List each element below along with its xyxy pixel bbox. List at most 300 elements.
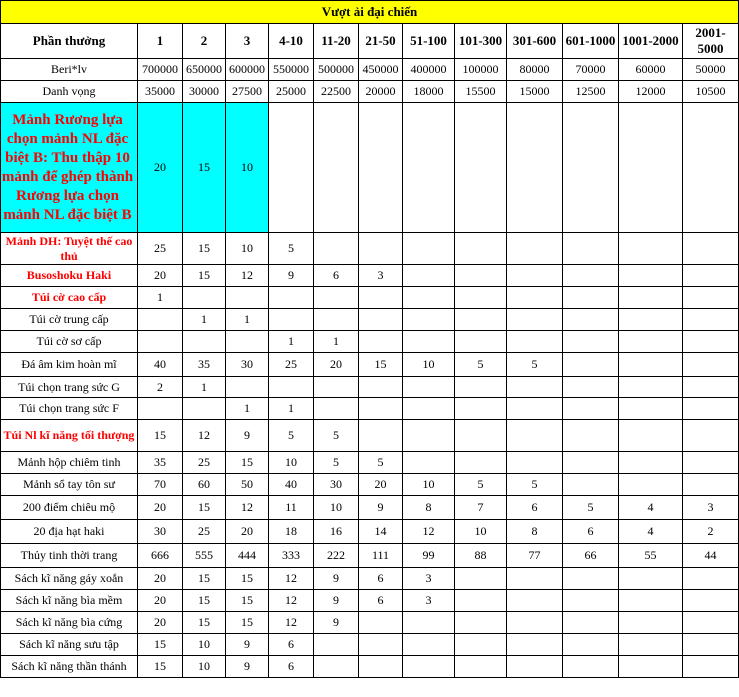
reward-value-cell xyxy=(563,568,619,590)
rank-column-header: 301-600 xyxy=(507,24,563,59)
reward-value-cell xyxy=(507,377,563,398)
reward-value-cell xyxy=(619,590,683,612)
reward-value-cell xyxy=(359,233,403,265)
reward-value-cell: 100000 xyxy=(455,59,507,81)
reward-value-cell xyxy=(403,612,455,634)
reward-value-cell: 20 xyxy=(314,353,359,377)
rank-column-header: 3 xyxy=(226,24,269,59)
reward-value-cell: 15 xyxy=(226,452,269,474)
table-row xyxy=(1,568,739,590)
rank-column-header: 21-50 xyxy=(359,24,403,59)
table-row xyxy=(1,398,739,420)
reward-value-cell: 12 xyxy=(269,612,314,634)
reward-value-cell: 5 xyxy=(269,233,314,265)
reward-value-cell: 40 xyxy=(269,474,314,496)
reward-value-cell: 15 xyxy=(138,656,183,678)
reward-value-cell xyxy=(138,331,183,353)
reward-value-cell xyxy=(507,590,563,612)
reward-value-cell xyxy=(507,103,563,233)
reward-value-cell xyxy=(403,377,455,398)
reward-value-cell xyxy=(455,398,507,420)
reward-value-cell: 15 xyxy=(183,612,226,634)
reward-value-cell xyxy=(619,103,683,233)
reward-value-cell: 555 xyxy=(183,544,226,568)
reward-value-cell xyxy=(619,353,683,377)
reward-value-cell: 9 xyxy=(226,656,269,678)
reward-value-cell: 12 xyxy=(183,420,226,452)
reward-name-cell: Túi chọn trang sức G xyxy=(1,377,138,398)
reward-name-cell: Túi cờ sơ cấp xyxy=(1,331,138,353)
rank-column-header: 11-20 xyxy=(314,24,359,59)
reward-value-cell xyxy=(563,474,619,496)
reward-value-cell: 15 xyxy=(138,634,183,656)
reward-value-cell: 6 xyxy=(359,590,403,612)
reward-value-cell: 15 xyxy=(183,496,226,520)
reward-value-cell xyxy=(683,420,739,452)
reward-value-cell xyxy=(563,353,619,377)
reward-value-cell: 10500 xyxy=(683,81,739,103)
reward-value-cell xyxy=(314,377,359,398)
reward-value-cell: 66 xyxy=(563,544,619,568)
reward-value-cell xyxy=(683,287,739,309)
reward-value-cell: 10 xyxy=(226,233,269,265)
reward-value-cell: 8 xyxy=(403,496,455,520)
table-row xyxy=(1,656,739,678)
reward-value-cell: 12 xyxy=(226,265,269,287)
reward-value-cell xyxy=(455,612,507,634)
reward-value-cell xyxy=(563,590,619,612)
reward-value-cell: 5 xyxy=(507,474,563,496)
reward-name-cell: Túi chọn trang sức F xyxy=(1,398,138,420)
table-row xyxy=(1,353,739,377)
rank-column-header: 601-1000 xyxy=(563,24,619,59)
reward-value-cell xyxy=(683,265,739,287)
reward-value-cell: 10 xyxy=(314,496,359,520)
reward-name-cell: Túi cờ trung cấp xyxy=(1,309,138,331)
reward-value-cell: 20 xyxy=(138,103,183,233)
reward-value-cell: 9 xyxy=(359,496,403,520)
reward-value-cell xyxy=(403,634,455,656)
reward-value-cell: 6 xyxy=(269,656,314,678)
reward-value-cell xyxy=(563,420,619,452)
reward-value-cell xyxy=(619,398,683,420)
table-row xyxy=(1,103,739,233)
reward-value-cell xyxy=(403,331,455,353)
reward-name-cell: Mảnh DH: Tuyệt thế cao thủ xyxy=(1,233,138,265)
reward-value-cell: 9 xyxy=(314,568,359,590)
reward-value-cell: 9 xyxy=(314,612,359,634)
reward-value-cell: 5 xyxy=(269,420,314,452)
reward-value-cell xyxy=(619,309,683,331)
reward-value-cell: 25 xyxy=(269,353,314,377)
table-row xyxy=(1,287,739,309)
reward-value-cell xyxy=(226,287,269,309)
reward-value-cell: 25 xyxy=(183,452,226,474)
reward-value-cell xyxy=(563,452,619,474)
table-row xyxy=(1,612,739,634)
reward-name-cell: Thủy tinh thời trang xyxy=(1,544,138,568)
reward-value-cell xyxy=(619,634,683,656)
reward-value-cell: 55 xyxy=(619,544,683,568)
reward-value-cell: 550000 xyxy=(269,59,314,81)
reward-value-cell: 20 xyxy=(138,496,183,520)
reward-value-cell: 222 xyxy=(314,544,359,568)
reward-value-cell: 25 xyxy=(138,233,183,265)
reward-value-cell: 700000 xyxy=(138,59,183,81)
reward-value-cell: 15 xyxy=(138,420,183,452)
reward-value-cell: 12500 xyxy=(563,81,619,103)
reward-value-cell xyxy=(507,420,563,452)
reward-value-cell: 15 xyxy=(183,590,226,612)
reward-value-cell xyxy=(683,452,739,474)
reward-value-cell xyxy=(619,287,683,309)
table-row xyxy=(1,233,739,265)
table-row xyxy=(1,520,739,544)
reward-value-cell xyxy=(507,287,563,309)
reward-value-cell: 50000 xyxy=(683,59,739,81)
reward-value-cell: 444 xyxy=(226,544,269,568)
reward-value-cell: 44 xyxy=(683,544,739,568)
reward-value-cell: 77 xyxy=(507,544,563,568)
reward-name-cell: Mảnh hộp chiêm tinh xyxy=(1,452,138,474)
reward-value-cell: 1 xyxy=(269,398,314,420)
reward-name-cell: Sách kĩ năng thần thánh xyxy=(1,656,138,678)
reward-value-cell xyxy=(683,568,739,590)
reward-value-cell: 35000 xyxy=(138,81,183,103)
reward-value-cell: 35 xyxy=(138,452,183,474)
reward-value-cell: 6 xyxy=(269,634,314,656)
reward-value-cell xyxy=(455,420,507,452)
reward-value-cell xyxy=(455,590,507,612)
reward-value-cell: 5 xyxy=(314,452,359,474)
reward-value-cell: 15 xyxy=(183,233,226,265)
reward-value-cell xyxy=(507,612,563,634)
reward-value-cell xyxy=(619,265,683,287)
reward-value-cell: 15 xyxy=(183,103,226,233)
reward-value-cell xyxy=(683,309,739,331)
reward-name-cell: Mảnh Rương lựa chọn mảnh NL đặc biệt B: Thu thập 10 mảnh để ghép thành Rương lựa chọn mảnh NL đặc biệt B xyxy=(1,103,138,233)
table-row xyxy=(1,265,739,287)
reward-value-cell xyxy=(403,398,455,420)
reward-value-cell xyxy=(403,656,455,678)
reward-name-cell: Sách kĩ năng sưu tập xyxy=(1,634,138,656)
reward-value-cell: 12000 xyxy=(619,81,683,103)
reward-value-cell xyxy=(269,287,314,309)
reward-value-cell: 35 xyxy=(183,353,226,377)
table-row xyxy=(1,309,739,331)
reward-value-cell xyxy=(507,634,563,656)
reward-value-cell: 30 xyxy=(138,520,183,544)
reward-value-cell: 12 xyxy=(403,520,455,544)
reward-value-cell: 15500 xyxy=(455,81,507,103)
reward-value-cell: 60000 xyxy=(619,59,683,81)
reward-value-cell xyxy=(683,353,739,377)
reward-value-cell xyxy=(683,331,739,353)
reward-value-cell xyxy=(563,265,619,287)
reward-value-cell: 18 xyxy=(269,520,314,544)
reward-value-cell: 30 xyxy=(226,353,269,377)
reward-value-cell xyxy=(226,377,269,398)
reward-value-cell xyxy=(455,309,507,331)
reward-value-cell: 20 xyxy=(138,265,183,287)
table-row xyxy=(1,496,739,520)
reward-value-cell: 20 xyxy=(359,474,403,496)
reward-value-cell: 15 xyxy=(359,353,403,377)
reward-value-cell xyxy=(359,634,403,656)
reward-value-cell: 6 xyxy=(359,568,403,590)
reward-value-cell: 10 xyxy=(269,452,314,474)
reward-value-cell xyxy=(507,398,563,420)
reward-value-cell xyxy=(683,474,739,496)
reward-value-cell xyxy=(507,656,563,678)
table-row xyxy=(1,420,739,452)
reward-value-cell xyxy=(563,331,619,353)
reward-value-cell xyxy=(455,233,507,265)
reward-value-cell xyxy=(314,398,359,420)
reward-value-cell: 8 xyxy=(507,520,563,544)
reward-value-cell: 650000 xyxy=(183,59,226,81)
reward-value-cell xyxy=(683,377,739,398)
reward-value-cell xyxy=(619,656,683,678)
reward-value-cell xyxy=(507,265,563,287)
reward-value-cell: 15 xyxy=(226,590,269,612)
reward-value-cell: 4 xyxy=(619,496,683,520)
reward-name-cell: Sách kĩ năng bìa mềm xyxy=(1,590,138,612)
reward-value-cell: 9 xyxy=(314,590,359,612)
reward-value-cell: 333 xyxy=(269,544,314,568)
reward-value-cell: 10 xyxy=(183,656,226,678)
reward-value-cell xyxy=(314,656,359,678)
reward-value-cell xyxy=(138,309,183,331)
reward-value-cell xyxy=(359,656,403,678)
reward-value-cell: 10 xyxy=(403,474,455,496)
reward-value-cell xyxy=(314,309,359,331)
reward-value-cell xyxy=(683,656,739,678)
rank-column-header: 4-10 xyxy=(269,24,314,59)
reward-value-cell xyxy=(563,612,619,634)
reward-value-cell: 10 xyxy=(455,520,507,544)
table-row xyxy=(1,59,739,81)
reward-value-cell xyxy=(563,634,619,656)
reward-value-cell xyxy=(183,398,226,420)
reward-value-cell xyxy=(619,452,683,474)
reward-value-cell: 10 xyxy=(226,103,269,233)
reward-value-cell xyxy=(314,233,359,265)
reward-value-cell xyxy=(619,331,683,353)
reward-value-cell: 5 xyxy=(507,353,563,377)
reward-value-cell xyxy=(359,398,403,420)
reward-value-cell: 1 xyxy=(226,398,269,420)
reward-value-cell: 18000 xyxy=(403,81,455,103)
table-row xyxy=(1,452,739,474)
reward-value-cell xyxy=(269,309,314,331)
reward-name-cell: Mảnh sổ tay tôn sư xyxy=(1,474,138,496)
reward-value-cell: 6 xyxy=(507,496,563,520)
reward-value-cell xyxy=(455,377,507,398)
reward-value-cell xyxy=(683,233,739,265)
reward-value-cell: 88 xyxy=(455,544,507,568)
reward-value-cell: 40 xyxy=(138,353,183,377)
reward-value-cell: 5 xyxy=(455,353,507,377)
reward-value-cell xyxy=(403,452,455,474)
reward-value-cell xyxy=(563,656,619,678)
reward-value-cell: 11 xyxy=(269,496,314,520)
reward-value-cell: 60 xyxy=(183,474,226,496)
reward-value-cell: 9 xyxy=(269,265,314,287)
table-row xyxy=(1,590,739,612)
reward-value-cell xyxy=(619,377,683,398)
reward-value-cell: 6 xyxy=(563,520,619,544)
reward-value-cell xyxy=(563,377,619,398)
reward-value-cell: 1 xyxy=(183,377,226,398)
reward-value-cell xyxy=(403,265,455,287)
reward-value-cell xyxy=(359,103,403,233)
reward-value-cell: 9 xyxy=(226,634,269,656)
reward-value-cell xyxy=(314,103,359,233)
reward-value-cell xyxy=(563,287,619,309)
reward-value-cell: 80000 xyxy=(507,59,563,81)
reward-value-cell xyxy=(455,265,507,287)
reward-value-cell: 5 xyxy=(314,420,359,452)
reward-name-cell: Danh vọng xyxy=(1,81,138,103)
reward-value-cell xyxy=(683,612,739,634)
reward-value-cell xyxy=(138,398,183,420)
reward-name-cell: 200 điểm chiêu mộ xyxy=(1,496,138,520)
reward-value-cell: 20 xyxy=(138,590,183,612)
reward-value-cell xyxy=(359,331,403,353)
reward-value-cell: 20 xyxy=(138,612,183,634)
reward-value-cell xyxy=(683,103,739,233)
reward-value-cell xyxy=(683,590,739,612)
rank-column-header: 2001-5000 xyxy=(683,24,739,59)
reward-value-cell: 14 xyxy=(359,520,403,544)
reward-value-cell xyxy=(455,568,507,590)
reward-value-cell xyxy=(563,103,619,233)
reward-value-cell: 10 xyxy=(403,353,455,377)
reward-value-cell xyxy=(507,568,563,590)
rank-column-header: 101-300 xyxy=(455,24,507,59)
reward-value-cell: 15 xyxy=(226,612,269,634)
reward-value-cell xyxy=(359,377,403,398)
reward-value-cell xyxy=(269,103,314,233)
reward-value-cell: 30 xyxy=(314,474,359,496)
reward-value-cell xyxy=(359,420,403,452)
reward-value-cell: 27500 xyxy=(226,81,269,103)
reward-value-cell: 5 xyxy=(455,474,507,496)
reward-value-cell xyxy=(563,309,619,331)
table-row xyxy=(1,634,739,656)
reward-value-cell xyxy=(314,634,359,656)
reward-value-cell: 22500 xyxy=(314,81,359,103)
reward-value-cell xyxy=(455,452,507,474)
reward-value-cell xyxy=(683,634,739,656)
reward-value-cell: 5 xyxy=(359,452,403,474)
reward-value-cell xyxy=(455,103,507,233)
reward-value-cell xyxy=(359,612,403,634)
header-row xyxy=(1,24,739,59)
reward-name-cell: Túi cờ cao cấp xyxy=(1,287,138,309)
reward-value-cell: 1 xyxy=(226,309,269,331)
rank-column-header: 51-100 xyxy=(403,24,455,59)
reward-value-cell: 500000 xyxy=(314,59,359,81)
reward-value-cell xyxy=(563,398,619,420)
reward-value-cell: 16 xyxy=(314,520,359,544)
reward-value-cell: 25 xyxy=(183,520,226,544)
reward-value-cell: 2 xyxy=(683,520,739,544)
reward-value-cell xyxy=(455,287,507,309)
reward-value-cell: 25000 xyxy=(269,81,314,103)
reward-value-cell xyxy=(403,103,455,233)
reward-value-cell: 70 xyxy=(138,474,183,496)
reward-value-cell: 12 xyxy=(269,568,314,590)
reward-value-cell: 10 xyxy=(183,634,226,656)
reward-value-cell xyxy=(619,420,683,452)
reward-value-cell: 3 xyxy=(403,568,455,590)
reward-value-cell: 20000 xyxy=(359,81,403,103)
reward-value-cell xyxy=(403,287,455,309)
reward-value-cell xyxy=(455,656,507,678)
reward-value-cell xyxy=(269,377,314,398)
reward-value-cell xyxy=(619,568,683,590)
reward-value-cell xyxy=(403,233,455,265)
reward-value-cell xyxy=(619,612,683,634)
reward-value-cell xyxy=(314,287,359,309)
reward-value-cell: 111 xyxy=(359,544,403,568)
reward-value-cell xyxy=(403,309,455,331)
reward-value-cell: 20 xyxy=(138,568,183,590)
rank-column-header: 2 xyxy=(183,24,226,59)
reward-value-cell: 99 xyxy=(403,544,455,568)
reward-value-cell: 2 xyxy=(138,377,183,398)
reward-value-cell: 15 xyxy=(226,568,269,590)
reward-name-cell: Đá âm kim hoàn mĩ xyxy=(1,353,138,377)
rank-column-header: 1 xyxy=(138,24,183,59)
reward-value-cell: 50 xyxy=(226,474,269,496)
reward-column-header: Phần thưởng xyxy=(1,24,138,59)
reward-value-cell: 30000 xyxy=(183,81,226,103)
reward-value-cell: 12 xyxy=(226,496,269,520)
reward-value-cell: 5 xyxy=(563,496,619,520)
reward-value-cell: 7 xyxy=(455,496,507,520)
reward-value-cell: 12 xyxy=(269,590,314,612)
reward-value-cell xyxy=(619,233,683,265)
reward-value-cell xyxy=(359,309,403,331)
reward-value-cell xyxy=(455,634,507,656)
table-row xyxy=(1,81,739,103)
reward-value-cell: 70000 xyxy=(563,59,619,81)
reward-name-cell: 20 địa hạt haki xyxy=(1,520,138,544)
table-row xyxy=(1,331,739,353)
reward-name-cell: Busoshoku Haki xyxy=(1,265,138,287)
reward-value-cell xyxy=(507,233,563,265)
reward-value-cell: 15 xyxy=(183,568,226,590)
reward-name-cell: Sách kĩ năng bìa cứng xyxy=(1,612,138,634)
title-row xyxy=(1,1,739,24)
reward-value-cell: 9 xyxy=(226,420,269,452)
reward-value-cell xyxy=(563,233,619,265)
reward-value-cell xyxy=(183,287,226,309)
reward-value-cell: 3 xyxy=(683,496,739,520)
table-title: Vượt ải đại chiến xyxy=(1,1,739,24)
table-row xyxy=(1,544,739,568)
reward-value-cell: 6 xyxy=(314,265,359,287)
reward-value-cell: 1 xyxy=(138,287,183,309)
reward-value-cell xyxy=(507,331,563,353)
reward-value-cell: 666 xyxy=(138,544,183,568)
reward-value-cell: 1 xyxy=(314,331,359,353)
reward-value-cell: 3 xyxy=(359,265,403,287)
reward-value-cell xyxy=(619,474,683,496)
